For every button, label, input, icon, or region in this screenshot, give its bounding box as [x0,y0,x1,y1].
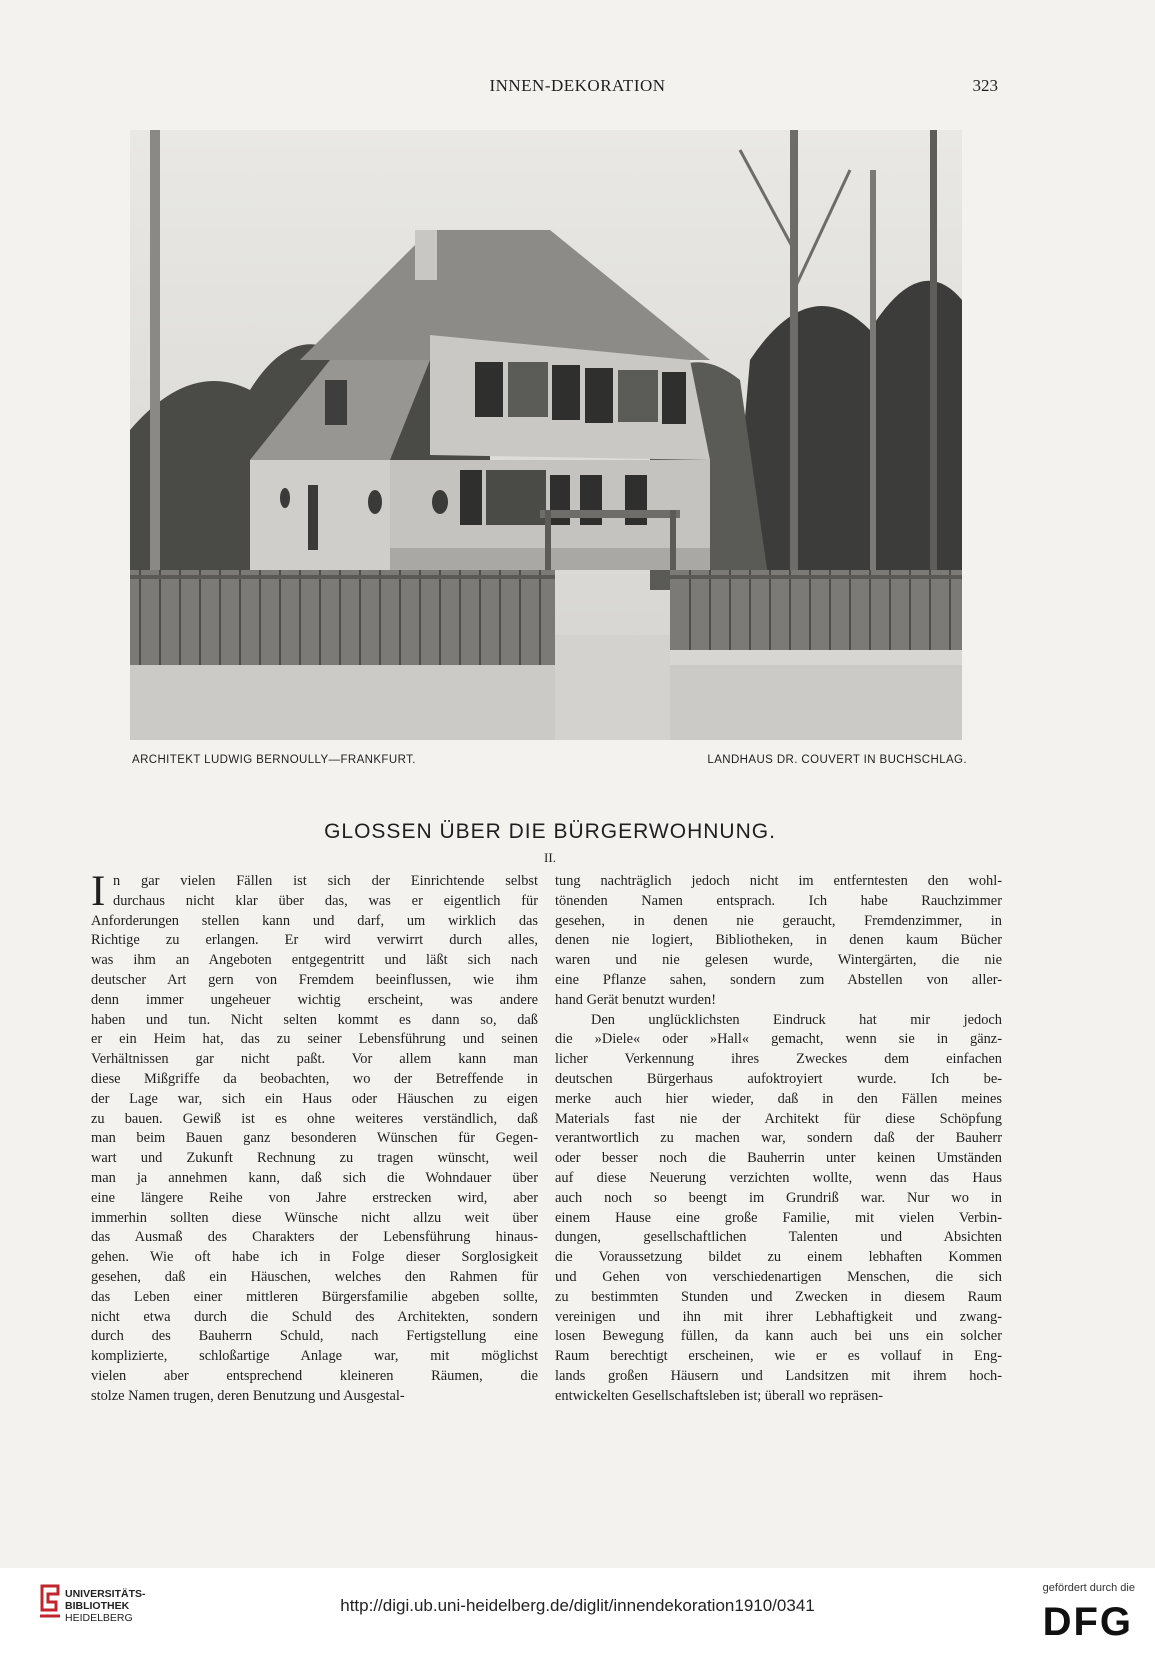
running-title: INNEN-DEKORATION [489,76,666,95]
text-line: lands großen Häusern und Landsitzen mit ihrem hoch- [555,1367,1002,1384]
text-line: die Voraussetzung bildet zu einem lebhaften Kommen [555,1249,1002,1266]
text-line: was ihm an Angeboten entgegentritt und läßt sich nach [91,952,538,969]
text-line: Verhältnissen gar nicht paßt. Vor allem kann man [91,1051,538,1068]
text-line: komplizierte, schloßartige Anlage war, mit möglichst [91,1348,538,1365]
text-line: eine längere Reihe von Jahre erstrecken wird, aber [91,1189,538,1206]
text-line: Richtige zu erlangen. Er wird verwirrt durch alles, [91,932,538,949]
text-line: denen nie logiert, Bibliotheken, in denen kaum Bücher [555,932,1002,949]
text-column-right [555,872,1002,1407]
drop-cap: I [91,868,106,915]
text-line: gesehen, daß ein Häuschen, welches den Rahmen für [91,1268,538,1285]
text-line: oder besser noch die Bauherrin unter keinen Umständen [555,1150,1002,1167]
source-url-link[interactable]: http://digi.ub.uni-heidelberg.de/diglit/innendekoration1910/0341 [340,1596,815,1615]
text-line: diese Mißgriffe da beobachten, wo der Betreffende in [91,1070,538,1087]
text-line: eine Pflanze sahen, sondern zum Abstellen von aller- [555,971,1002,988]
house-photograph [130,130,962,740]
text-line: das Leben einer mittleren Bürgersfamilie abgeben sollte, [91,1288,538,1305]
text-line: tönenden Namen entsprach. Ich habe Rauchzimmer [555,892,1002,909]
text-line: das Ausmaß des Charakters der Lebensführung hinaus- [91,1229,538,1246]
text-line: durchaus nicht klar über das, was er eigentlich für [113,892,538,909]
text-line: immerhin sollten diese Wünsche nicht allzu weit über [91,1209,538,1226]
dfg-logo: DFG [1042,1600,1133,1644]
funded-by-label: gefördert durch die [1042,1582,1135,1594]
text-line: hand Gerät benutzt wurden! [555,991,717,1008]
text-line: merke auch hier wieder, daß in den Fällen meines [555,1090,1002,1107]
text-line: deutschen Bürgerhaus aufoktroyiert wurde. Ich be- [555,1070,1002,1087]
text-line: man beim Bauen ganz besonderen Wünschen für Gegen- [91,1130,538,1147]
text-line: und Gehen von verschiedenartigen Menschen, die sich [555,1268,1002,1285]
text-line: wart und Zukunft Rechnung zu tragen wünscht, weil [91,1150,538,1167]
text-line: Anforderungen stellen kann und darf, um wirklich das [91,912,538,929]
text-line: Materials fast nie der Architekt für diese Schöpfung [555,1110,1002,1127]
text-line: nicht etwa durch die Schuld des Architekten, sondern [91,1308,538,1325]
text-line: Raum berechtigt erscheinen, wie er es vollauf in Eng- [555,1348,1002,1365]
figure-caption-architect: ARCHITEKT LUDWIG BERNOULLY—FRANKFURT. [132,754,416,766]
text-line: auch noch so beengt im Grundriß war. Nur wo in [555,1189,1002,1206]
text-line: durch des Bauherrn Schuld, nach Fertigstellung eine [91,1328,538,1345]
library-name-line2: BIBLIOTHEK [65,1600,130,1612]
text-column-left [91,868,538,1407]
text-line: tung nachträglich jedoch nicht im entferntesten den wohl- [555,873,1002,889]
text-line: Den unglücklichsten Eindruck hat mir jedoch [591,1011,1002,1028]
text-line: vielen aber entsprechend kleineren Räumen, die [91,1367,538,1384]
text-line: auf diese Neuerung verzichten wollte, wenn das Haus [555,1169,1002,1186]
library-name-line3: HEIDELBERG [65,1612,133,1624]
text-line: verantwortlich zu machen war, sondern daß der Bauherr [555,1130,1002,1147]
text-line: zu bestimmten Stunden und Zwecken in diesem Raum [555,1288,1002,1305]
page-number: 323 [972,76,998,95]
article-part-number: II. [544,850,556,865]
text-line: licher Verkennung ihres Zweckes dem einfachen [555,1051,1002,1068]
house-photo-illustration [130,130,962,740]
article-title: GLOSSEN ÜBER DIE BÜRGERWOHNUNG. [324,820,776,843]
text-line: n gar vielen Fällen ist sich der Einrichtende selbst [113,873,538,889]
text-line: gehen. Wie oft habe ich in Folge dieser Sorglosigkeit [91,1249,538,1266]
text-line: der Lage war, sich ein Haus oder Häuschen zu eigen [91,1090,538,1107]
figure-caption-title: LANDHAUS DR. COUVERT IN BUCHSCHLAG. [707,754,967,766]
text-line: man ja annehmen kann, daß sich die Wohndauer über [91,1169,538,1186]
text-line: die »Diele« oder »Hall« gemacht, wenn sie in gänz- [555,1031,1002,1048]
text-line: waren und nie gelesen wurde, Wintergärten, die nie [555,952,1002,969]
text-line: gesehen, in denen nie geraucht, Fremdenzimmer, in [555,912,1002,929]
text-line: zu bauen. Gewiß ist es ohne weiteres verständlich, daß [91,1110,538,1127]
text-line: stolze Namen trugen, deren Benutzung und Ausgestal- [91,1387,405,1404]
text-line: deutscher Art gern von Fremdem beeinflussen, wie ihm [91,971,538,988]
library-name-line1: UNIVERSITÄTS- [65,1588,146,1600]
text-line: einem Hause eine große Familie, mit vielen Verbin- [555,1209,1002,1226]
text-line: er ein Heim hat, das zu seiner Lebensführung und seinen [91,1031,538,1048]
text-line: dungen, gesellschaftlichen Talenten und Absichten [555,1229,1002,1246]
text-line: losen Bewegung füllen, da kann auch bei uns ein solcher [555,1328,1002,1345]
text-line: vereinigen und ihn mit ihrer Lebhaftigkeit und zwang- [555,1308,1002,1325]
text-line: denn immer ungeheuer wichtig erscheint, was andere [91,991,538,1008]
text-line: haben und tun. Nicht selten kommt es dann so, daß [91,1011,538,1028]
text-line: entwickelten Gesellschaftsleben ist; überall wo repräsen- [555,1387,884,1404]
